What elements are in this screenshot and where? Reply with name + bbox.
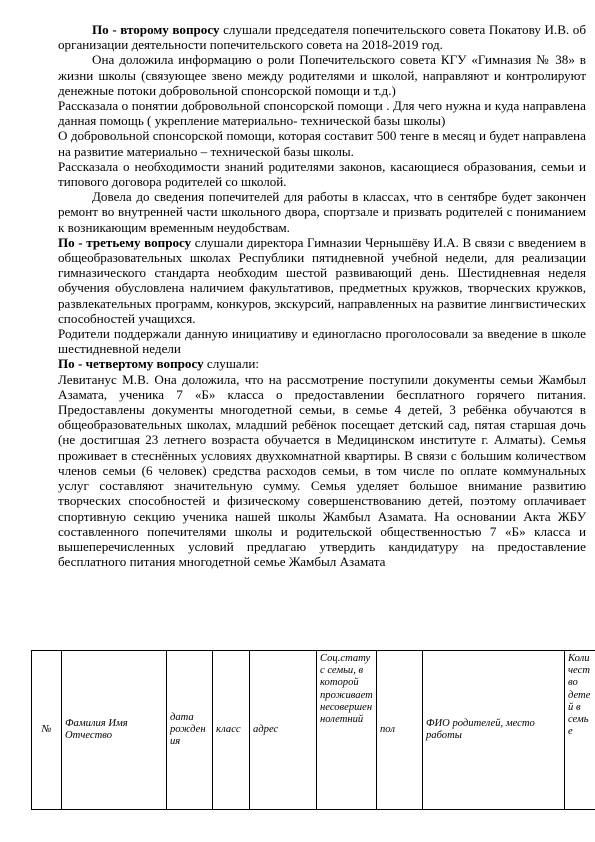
col-number: №	[32, 651, 62, 810]
paragraph-text: О добровольной спонсорской помощи, которая составит 500 тенге в месяц и будет направлена на развитие материально – технической базы школы.	[58, 128, 586, 159]
paragraph-question-2	[58, 22, 586, 52]
col-address: адрес	[250, 651, 317, 810]
question-2-heading: По - второму вопросу	[92, 22, 220, 37]
col-birth-date: дата рождения	[167, 651, 213, 810]
paragraph-text: Она доложила информацию о роли Попечительского совета КГУ «Гимназия № 38» в жизни школы (связующее звено между родителями и школой, направляют и контролируют денежные потоки добровольной спонсорской помощи и т.д.)	[58, 52, 586, 98]
paragraph-text: слушали председателя попечительского совета Покатову И.В. об организации деятельности попечительского совета на 2018-2019 год.	[58, 22, 586, 53]
table-header-row	[32, 651, 595, 810]
col-parents: ФИО родителей, место работы	[423, 651, 565, 810]
paragraph-question-4	[58, 356, 586, 371]
paragraph-text: Левитанус М.В. Она доложила, что на рассмотрение поступили документы семьи Жамбыл Азамата, ученика 7 «Б» класса о предоставлении бесплатного горячего питания. Предоставлены документы многодетной семьи, в семье 4 детей, 3 ребёнка обучаются в общеобразовательных школах, младший ребёнок посещает детский сад, пятая старшая дочь (не достигшая 23 летнего возраста обучается в Медицинском институте г. Алматы). Семья проживает в стеснённых условиях двухкомнатной квартиры. В связи с большим количеством членов семьи (6 человек) средства расходов семьи, в том числе по оплате коммунальных услуг составляют значительную сумму. Семья уделяет большое внимание развитию творческих способностей и физическому совершенствованию детей, поэтому оплачивает спортивную секцию ученика нашей школы Жамбыл Азамата. На основании Акта ЖБУ составленного попечителями школы и родительской общественностью 7 «Б» класса и вышеперечисленных условий предлагаю утвердить кандидатуру на предоставление бесплатного питания многодетной семье Жамбыл Азамата	[58, 371, 586, 570]
paragraph-text: слушали директора Гимназии Чернышёву И.А. В связи с введением в общеобразовательных школах Республики пятидневной учебной недели, для реализации гимназического стандарта необходим шестой развивающий день. Шестидневная неделя обучения обусловлена наличием факультативов, предметных кружков, творческих кружков, развлекательных программ, конкуров, экскурсий, направленных на развитие лингвистических способностей учащихся.	[58, 234, 586, 326]
paragraph	[58, 128, 586, 158]
paragraph-question-3	[58, 235, 586, 326]
paragraph	[58, 98, 586, 128]
col-gender: пол	[377, 651, 423, 810]
paragraph	[58, 159, 586, 189]
col-full-name: Фамилия Имя Отчество	[62, 651, 167, 810]
question-3-heading: По - третьему вопросу	[58, 234, 192, 250]
family-table	[31, 650, 595, 810]
paragraph-text: Родители поддержали данную инициативу и единогласно проголосовали за введение в школе шестидневной недели	[58, 326, 586, 357]
paragraph-text: Рассказала о понятии добровольной спонсорской помощи . Для чего нужна и куда направлена данная помощь ( укрепление материально- технической базы школы)	[58, 98, 586, 129]
question-4-heading: По - четвертому вопросу	[58, 356, 204, 372]
paragraph	[58, 326, 586, 356]
paragraph-text: Рассказала о необходимости знаний родителями законов, касающиеся образования, семьи и типового договора родителей со школой.	[58, 158, 586, 190]
paragraph	[58, 189, 586, 235]
paragraph	[58, 372, 586, 570]
paragraph-text: слушали:	[203, 356, 260, 372]
col-class: класс	[213, 651, 250, 810]
col-social-status: Соц.статус семьи, в которой проживает несовершеннолетний	[317, 651, 377, 810]
col-children-count: Количество детей в семье	[565, 651, 595, 810]
paragraph-text: Довела до сведения попечителей для работы в классах, что в сентябре будет закончен ремонт во внутренней части школьного двора, спортзале и призвать родителей с пониманием к возникающим временным неудобствам.	[58, 189, 586, 235]
document-body	[58, 22, 586, 569]
paragraph	[58, 52, 586, 98]
